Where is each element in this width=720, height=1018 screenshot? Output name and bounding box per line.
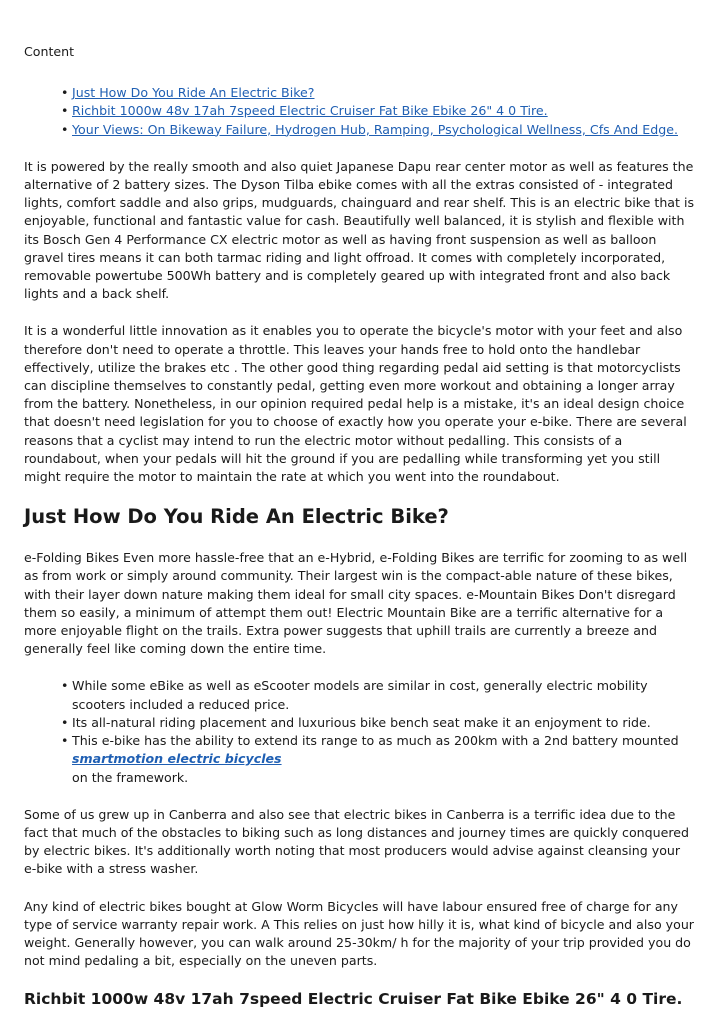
list-item: • Its all-natural riding placement and luxurious bike bench seat make it an enjoyment to ride. [72,714,696,732]
toc-item [72,84,696,102]
feature-list [24,677,696,786]
paragraph: e-Folding Bikes Even more hassle-free that an e-Hybrid, e-Folding Bikes are terrific for zooming to as well as from work or simply around community. Their largest win is the compact-able nature of these bikes, with their layer down nature making them ideal for small city spaces. e-Mountain Bikes Don't disregard them so easily, a minimum of attempt them out! Electric Mountain Bike are a terrific alternative for a more enjoyable flight on the trails. Extra power suggests that uphill trails are currently a breeze and generally feel like coming down the entire time. [24,550,688,657]
toc-link-views[interactable]: Your Views: On Bikeway Failure, Hydrogen Hub, Ramping, Psychological Wellness, Cfs And Edge. [72,121,678,137]
table-of-contents [24,84,696,139]
list-item-tail: on the framework. [72,769,189,785]
list-item: • While some eBike as well as eScooter models are similar in cost, generally electric mobility scooters included a reduced price. [72,677,696,713]
paragraph: Some of us grew up in Canberra and also see that electric bikes in Canberra is a terrific idea due to the fact that much of the obstacles to biking such as long distances and journey times are quickly conquered by electric bikes. It's additionally worth noting that most producers would advise against cleansing your e-bike with a stress washer. [24,806,690,877]
paragraph: It is powered by the really smooth and also quiet Japanese Dapu rear center motor as well as features the alternative of 2 battery sizes. The Dyson Tilba ebike comes with all the extras consisted of - integrated lights, comfort saddle and also grips, mudguards, chainguard and rear shelf. This is an electric bike that is enjoyable, functional and fantastic value for cash. Beautifully well balanced, it is stylish and flexible with its Bosch Gen 4 Performance CX electric motor as well as having front suspension as well as balloon gravel tires means it can both tarmac riding and light offroad. It comes with completely incorporated, removable powertube 500Wh battery and is completely geared up with integrated front and also back lights and a back shelf. [24,158,695,302]
section-heading: Richbit 1000w 48v 17ah 7speed Electric Cruiser Fat Bike Ebike 26" 4 0 Tire. [24,990,683,1009]
toc-item [72,121,696,139]
toc-link-richbit[interactable]: Richbit 1000w 48v 17ah 7speed Electric Cruiser Fat Bike Ebike 26" 4 0 Tire. [72,103,548,119]
list-item-text: This e-bike has the ability to extend its range to as much as 200km with a 2nd battery mounted [72,733,679,749]
paragraph: Any kind of electric bikes bought at Glow Worm Bicycles will have labour ensured free of charge for any type of service warranty repair work. A This relies on just how hilly it is, what kind of bicycle and also your weight. Generally however, you can walk around 25-30km/ h for the majority of your trip provided you do not mind pedaling a bit, especially on the uneven parts. [24,898,694,969]
toc-item [72,102,696,120]
list-item [72,732,696,787]
toc-link-ride[interactable]: Just How Do You Ride An Electric Bike? [72,85,315,101]
content-label: Content [24,44,75,59]
smartmotion-link[interactable]: smartmotion electric bicycles [72,751,282,767]
section-heading: Just How Do You Ride An Electric Bike? [24,505,449,529]
paragraph: It is a wonderful little innovation as it enables you to operate the bicycle's motor with your feet and also therefore don't need to operate a throttle. This leaves your hands free to hold onto the handlebar effectively, utilize the brakes etc . The other good thing regarding pedal aid setting is that motorcyclists can discipline themselves to constantly pedal, getting even more workout and obtaining a longer array from the battery. Nonetheless, in our opinion required pedal help is a mistake, it's an ideal design choice that doesn't need legislation for you to choose of exactly how you operate your e-bike. There are several reasons that a cyclist may intend to run the electric motor without pedalling. This consists of a roundabout, when your pedals will hit the ground if you are pedalling while transforming yet you still might require the motor to maintain the rate at which you went into the roundabout. [24,323,687,485]
